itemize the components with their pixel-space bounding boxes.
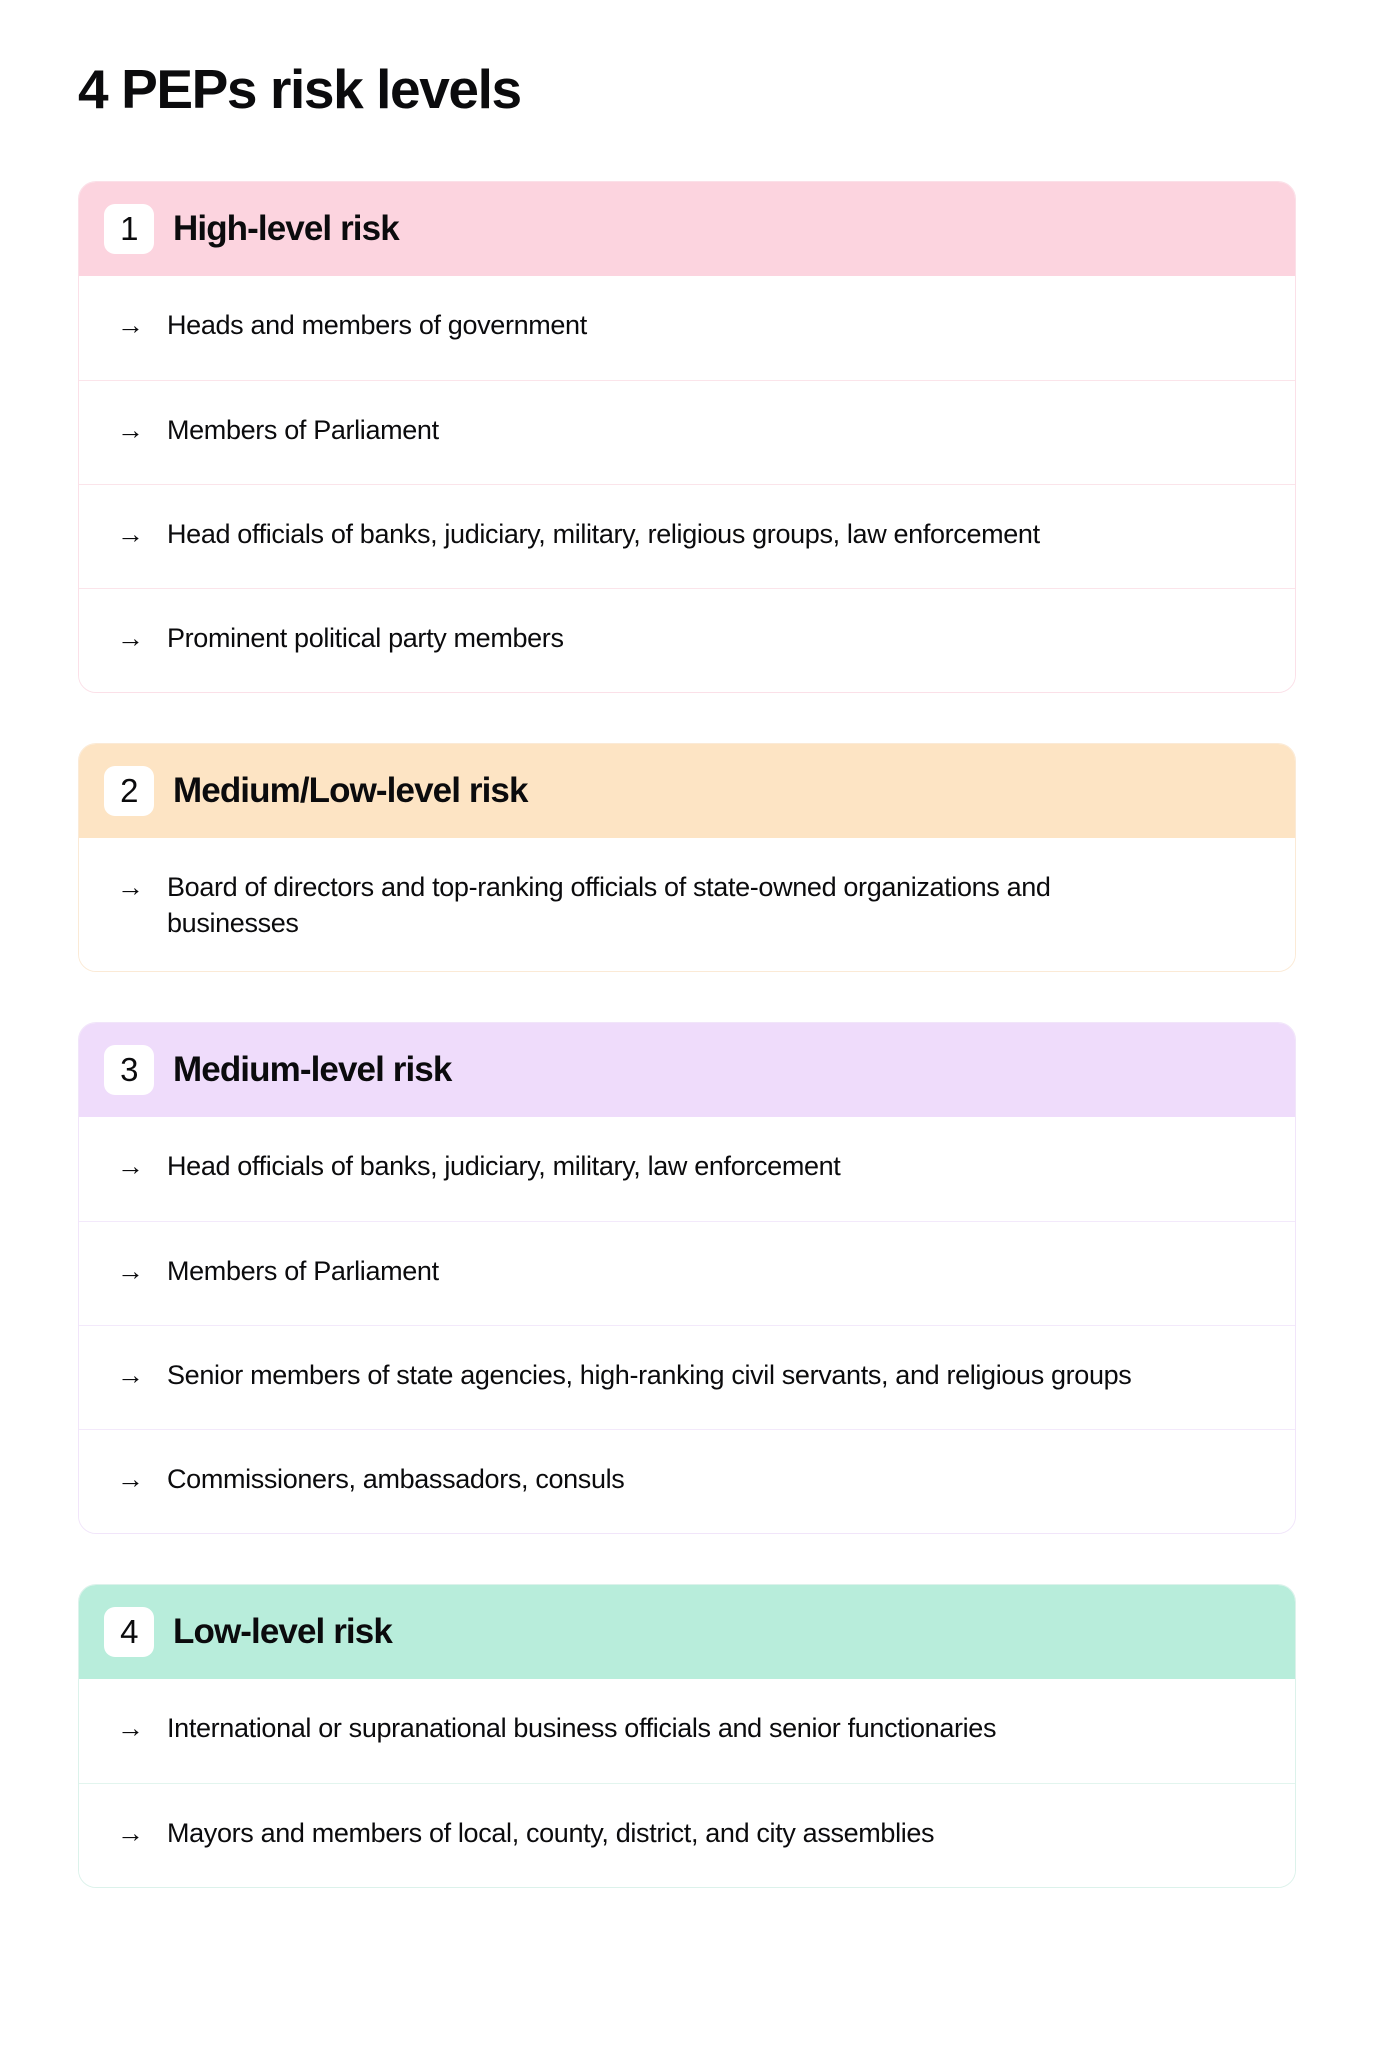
risk-level-number-badge: 3: [104, 1045, 154, 1095]
risk-level-card-body: [79, 276, 1295, 692]
risk-level-number-badge: 2: [104, 766, 154, 816]
arrow-right-icon: →: [117, 1713, 144, 1744]
arrow-right-icon: →: [117, 623, 144, 654]
risk-level-card-body: [79, 1117, 1295, 1533]
arrow-right-icon: →: [117, 415, 144, 446]
risk-level-card-header: [79, 1585, 1295, 1679]
risk-level-title: High-level risk: [173, 209, 399, 249]
risk-level-card-list: [78, 181, 1296, 1888]
risk-level-card: [78, 1022, 1296, 1534]
list-item: [79, 1429, 1295, 1533]
risk-level-card: [78, 1584, 1296, 1888]
arrow-right-icon: →: [117, 1360, 144, 1391]
list-item-label: Members of Parliament: [167, 1256, 439, 1287]
list-item: [79, 1679, 1295, 1783]
risk-level-card-header: [79, 1023, 1295, 1117]
list-item: [79, 588, 1295, 692]
list-item: [79, 484, 1295, 588]
list-item: [79, 1783, 1295, 1887]
arrow-right-icon: →: [117, 1256, 144, 1287]
list-item-label: Board of directors and top-ranking officials of state-owned organizations and businesses: [167, 872, 1051, 939]
arrow-right-icon: →: [117, 1151, 144, 1182]
page-title: 4 PEPs risk levels: [78, 58, 521, 120]
risk-level-card-header: [79, 182, 1295, 276]
risk-level-card: [78, 743, 1296, 972]
arrow-right-icon: →: [117, 519, 144, 550]
risk-level-card-body: [79, 1679, 1295, 1887]
risk-level-card-header: [79, 744, 1295, 838]
list-item: [79, 276, 1295, 380]
risk-level-number-badge: 4: [104, 1607, 154, 1657]
risk-level-card: [78, 181, 1296, 693]
list-item-label: Prominent political party members: [167, 623, 564, 654]
list-item-label: Senior members of state agencies, high-ranking civil servants, and religious groups: [167, 1360, 1132, 1391]
risk-level-number-badge: 1: [104, 204, 154, 254]
list-item: [79, 1221, 1295, 1325]
arrow-right-icon: →: [117, 1464, 144, 1495]
risk-level-title: Medium-level risk: [173, 1050, 452, 1090]
risk-level-title: Low-level risk: [173, 1612, 392, 1652]
list-item-label: Mayors and members of local, county, district, and city assemblies: [167, 1818, 935, 1849]
arrow-right-icon: →: [117, 872, 144, 903]
list-item: [79, 1117, 1295, 1221]
list-item: [79, 1325, 1295, 1429]
list-item-label: International or supranational business officials and senior functionaries: [167, 1713, 997, 1744]
list-item: [79, 380, 1295, 484]
list-item-label: Heads and members of government: [167, 310, 587, 341]
arrow-right-icon: →: [117, 310, 144, 341]
risk-level-title: Medium/Low-level risk: [173, 771, 528, 811]
list-item-label: Commissioners, ambassadors, consuls: [167, 1464, 625, 1495]
list-item-label: Head officials of banks, judiciary, military, law enforcement: [167, 1151, 841, 1182]
list-item: [79, 838, 1295, 971]
list-item-label: Head officials of banks, judiciary, military, religious groups, law enforcement: [167, 519, 1040, 550]
list-item-label: Members of Parliament: [167, 415, 439, 446]
arrow-right-icon: →: [117, 1818, 144, 1849]
risk-level-card-body: [79, 838, 1295, 971]
